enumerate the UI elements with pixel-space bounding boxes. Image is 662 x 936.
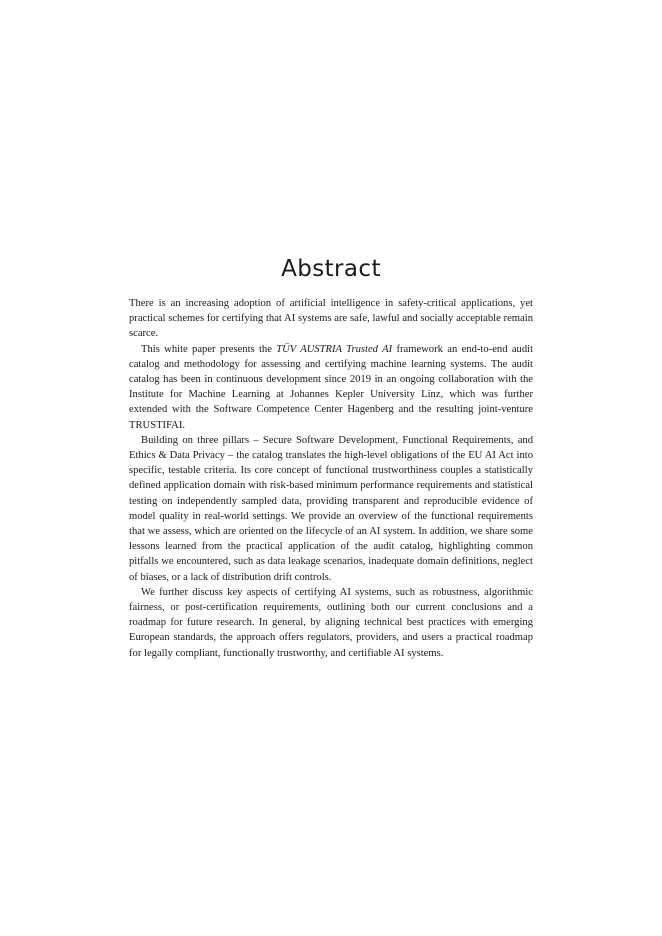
abstract-paragraph-3: Building on three pillars – Secure Software Development, Functional Requirements, and Ethics & Data Privacy – the catalog translates the high-level obligations of the EU AI Act into specific, testable criteria. Its core concept of functional trustworthiness couples a statistically defined application domain with risk-based minimum performance requirements and statistical testing on independently sampled data, providing transparent and reproducible evidence of model quality in real-world settings. We provide an overview of the functional requirements that we assess, which are oriented on the lifecycle of an AI system. In addition, we share some lessons learned from the practical application of the audit catalog, highlighting common pitfalls we encountered, such as data leakage scenarios, inadequate domain definitions, neglect of biases, or a lack of distribution drift controls. <box>129 434 533 583</box>
abstract-paragraph-2 <box>129 342 533 433</box>
abstract-paragraph-1: There is an increasing adoption of artificial intelligence in safety-critical applications, yet practical schemes for certifying that AI systems are safe, lawful and socially acceptable remain scarce. <box>129 298 533 340</box>
paragraph-2-intro: This white paper presents the <box>141 343 277 355</box>
framework-name: TÜV AUSTRIA Trusted AI <box>276 343 393 355</box>
abstract-heading: Abstract <box>281 256 381 282</box>
abstract-body <box>129 296 533 661</box>
abstract-paragraph-4: We further discuss key aspects of certifying AI systems, such as robustness, algorithmic fairness, or post-certification requirements, outlining both our current conclusions and a roadmap for future research. In general, by aligning technical best practices with emerging European standards, the approach offers regulators, providers, and users a practical roadmap for legally compliant, functionally trustworthy, and certifiable AI systems. <box>129 586 533 659</box>
paragraph-2-rest: framework an end-to-end audit catalog and methodology for assessing and certifying machine learning systems. The audit catalog has been in continuous development since 2019 in an ongoing collaboration with the Institute for Machine Learning at Johannes Kepler University Linz, which was further extended with the Software Competence Center Hagenberg and the resulting joint-venture TRUSTIFAI. <box>129 343 534 431</box>
